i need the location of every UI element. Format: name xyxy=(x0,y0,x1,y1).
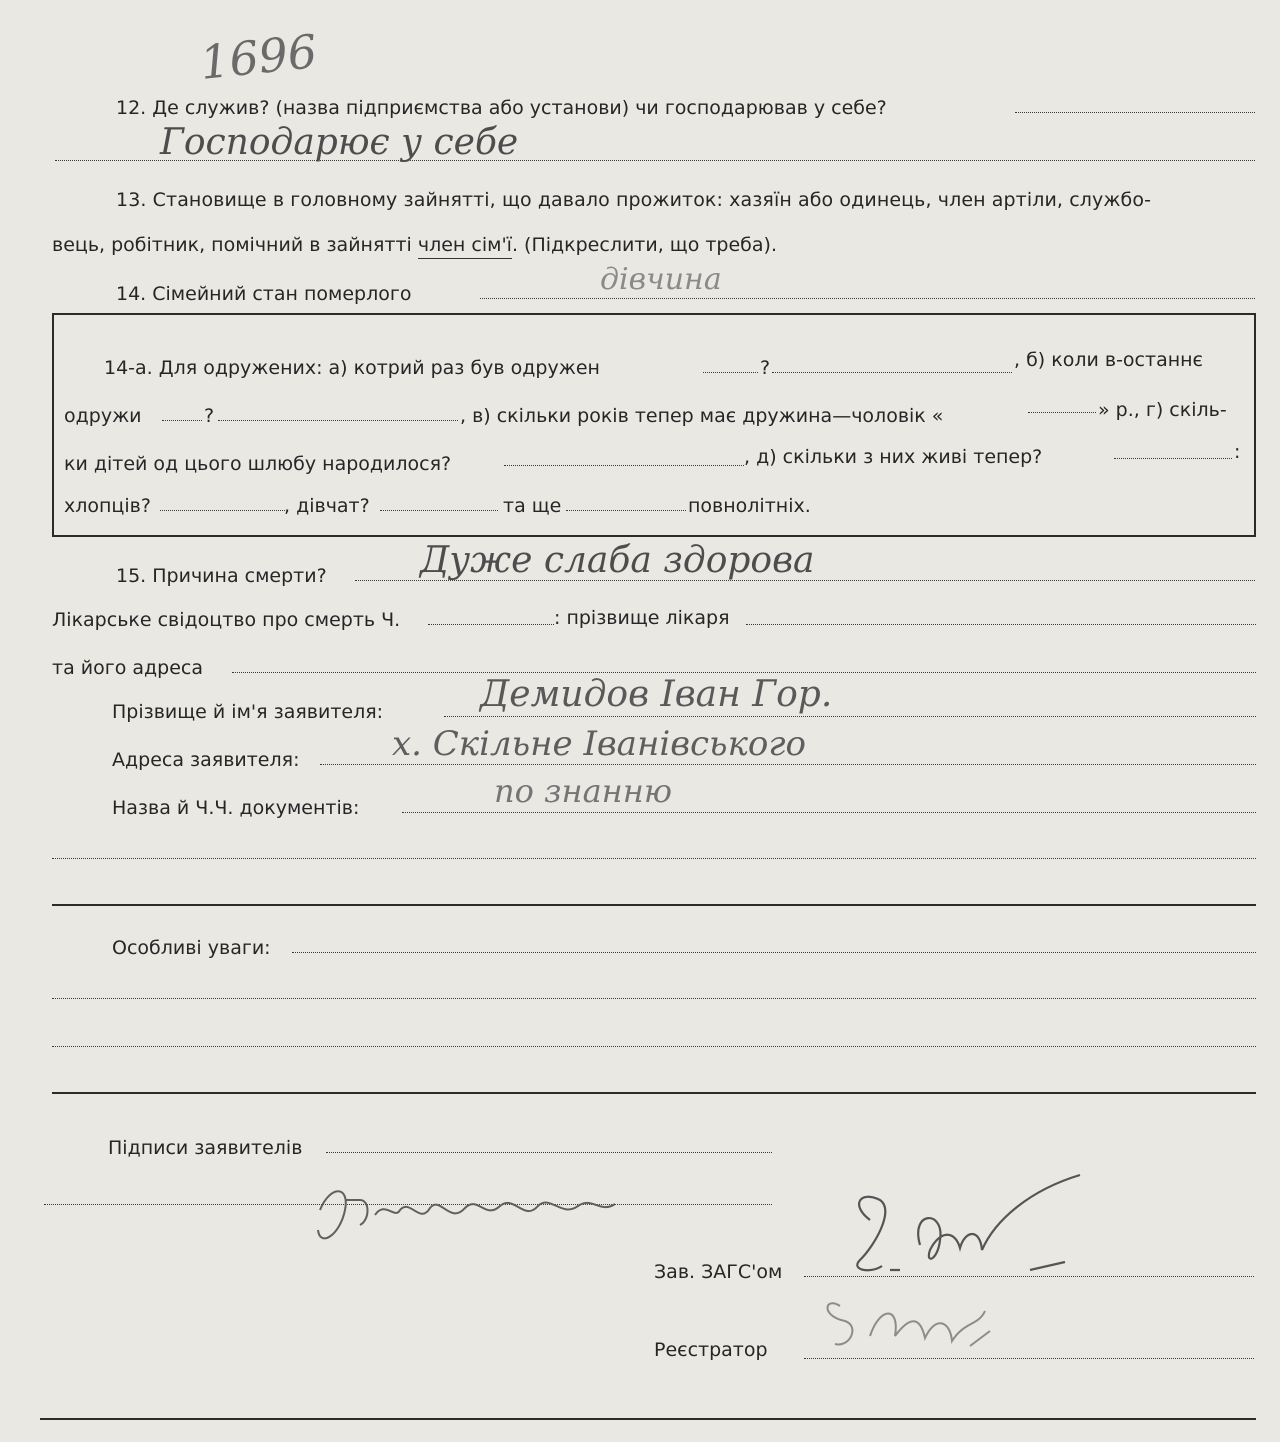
applicant-address-value: х. Скільне Іванівського xyxy=(392,724,806,764)
documents-value: по знанню xyxy=(494,772,672,810)
q14a-text-11: хлопців? xyxy=(64,495,151,517)
applicant-address-line xyxy=(320,764,1256,765)
applicant-name-value: Демидов Іван Гор. xyxy=(480,674,833,715)
q14a-line-8 xyxy=(160,510,285,511)
q14-line xyxy=(480,298,1255,299)
applicant-address-label: Адреса заявителя: xyxy=(112,749,300,771)
q15-answer: Дуже слаба здорова xyxy=(420,540,815,581)
medical-certificate-line xyxy=(428,624,554,625)
q14a-line-7 xyxy=(1114,458,1232,459)
q13-line-2 xyxy=(52,233,777,257)
doctor-address-label: та його адреса xyxy=(52,657,203,679)
q14a-line-3 xyxy=(162,420,202,421)
applicants-signatures-label: Підписи заявителів xyxy=(108,1137,303,1159)
section-divider-1 xyxy=(52,904,1256,906)
q14a-text-14: повнолітніх. xyxy=(688,495,811,517)
q14a-text-8: ки дітей од цього шлюбу народилося? xyxy=(64,453,452,475)
section-divider-2 xyxy=(52,1092,1256,1094)
q14a-text-9: , д) скільки з них живі тепер? xyxy=(744,446,1043,468)
q14a-line-4 xyxy=(218,420,458,421)
q15-label: 15. Причина смерти? xyxy=(116,565,327,587)
remarks-label: Особливі уваги: xyxy=(112,937,271,959)
remarks-line-2 xyxy=(52,998,1256,999)
q14a-text-2: ? xyxy=(760,357,771,379)
registrar-label: Реєстратор xyxy=(654,1339,768,1361)
remarks-line-1 xyxy=(292,952,1256,953)
documents-label: Назва й Ч.Ч. документів: xyxy=(112,797,360,819)
applicant-name-label: Прізвище й ім'я заявителя: xyxy=(112,701,384,723)
q14a-text-5: ? xyxy=(204,405,215,427)
q13-underlined-choice: член сім'ї xyxy=(418,234,512,259)
q14a-line-6 xyxy=(504,465,744,466)
q12-answer: Господарює у себе xyxy=(160,122,519,163)
q14a-line-9 xyxy=(380,510,498,511)
bottom-rule xyxy=(40,1418,1256,1420)
q14a-text-13: та ще xyxy=(503,495,562,517)
medical-certificate-label: Лікарське свідоцтво про смерть Ч. xyxy=(52,609,401,631)
doctor-name-line xyxy=(746,624,1256,625)
q12-label: 12. Де служив? (назва підприємства або установи) чи господарював у себе? xyxy=(116,97,887,119)
q14-label: 14. Сімейний стан померлого xyxy=(116,283,412,305)
documents-line-2 xyxy=(52,858,1256,859)
documents-line xyxy=(402,812,1256,813)
q14a-line-1 xyxy=(703,372,758,373)
registrar-signature xyxy=(800,1286,1020,1366)
q14-answer: дівчина xyxy=(600,262,722,297)
q13-line-1: 13. Становище в головному зайнятті, що давало прожиток: хазяїн або одинець, член артіли, службо- xyxy=(116,189,1152,211)
q14a-text-3: , б) коли в-останнє xyxy=(1014,349,1203,371)
q14a-text-12: , дівчат? xyxy=(284,495,370,517)
q14a-text-7: » р., г) скіль- xyxy=(1098,399,1227,421)
q14a-line-5 xyxy=(1028,412,1096,413)
q14a-line-2 xyxy=(772,372,1012,373)
applicant-name-line xyxy=(444,716,1256,717)
archive-number: 1696 xyxy=(197,24,320,90)
head-of-registry-signature xyxy=(830,1170,1100,1300)
applicant-signature xyxy=(300,1170,640,1260)
q14a-text-4: одружи xyxy=(64,405,142,427)
q14a-text-10: : xyxy=(1234,441,1241,463)
doctor-address-line xyxy=(232,672,1256,673)
applicants-signatures-line-1 xyxy=(326,1152,772,1153)
head-of-registry-label: Зав. ЗАГС'ом xyxy=(654,1261,783,1283)
doctor-name-label: : прізвище лікаря xyxy=(554,607,730,629)
q14a-text-1: 14-а. Для одружених: а) котрий раз був одружен xyxy=(104,357,600,379)
q14a-line-10 xyxy=(566,510,686,511)
q14a-text-6: , в) скільки років тепер має дружина—чоловік « xyxy=(460,405,944,427)
q12-line-1 xyxy=(1015,112,1255,113)
remarks-line-3 xyxy=(52,1046,1256,1047)
q13-line-2-start: вець, робітник, помічний в зайнятті xyxy=(52,234,418,256)
q13-line-2-end: . (Підкреслити, що треба). xyxy=(511,234,777,256)
